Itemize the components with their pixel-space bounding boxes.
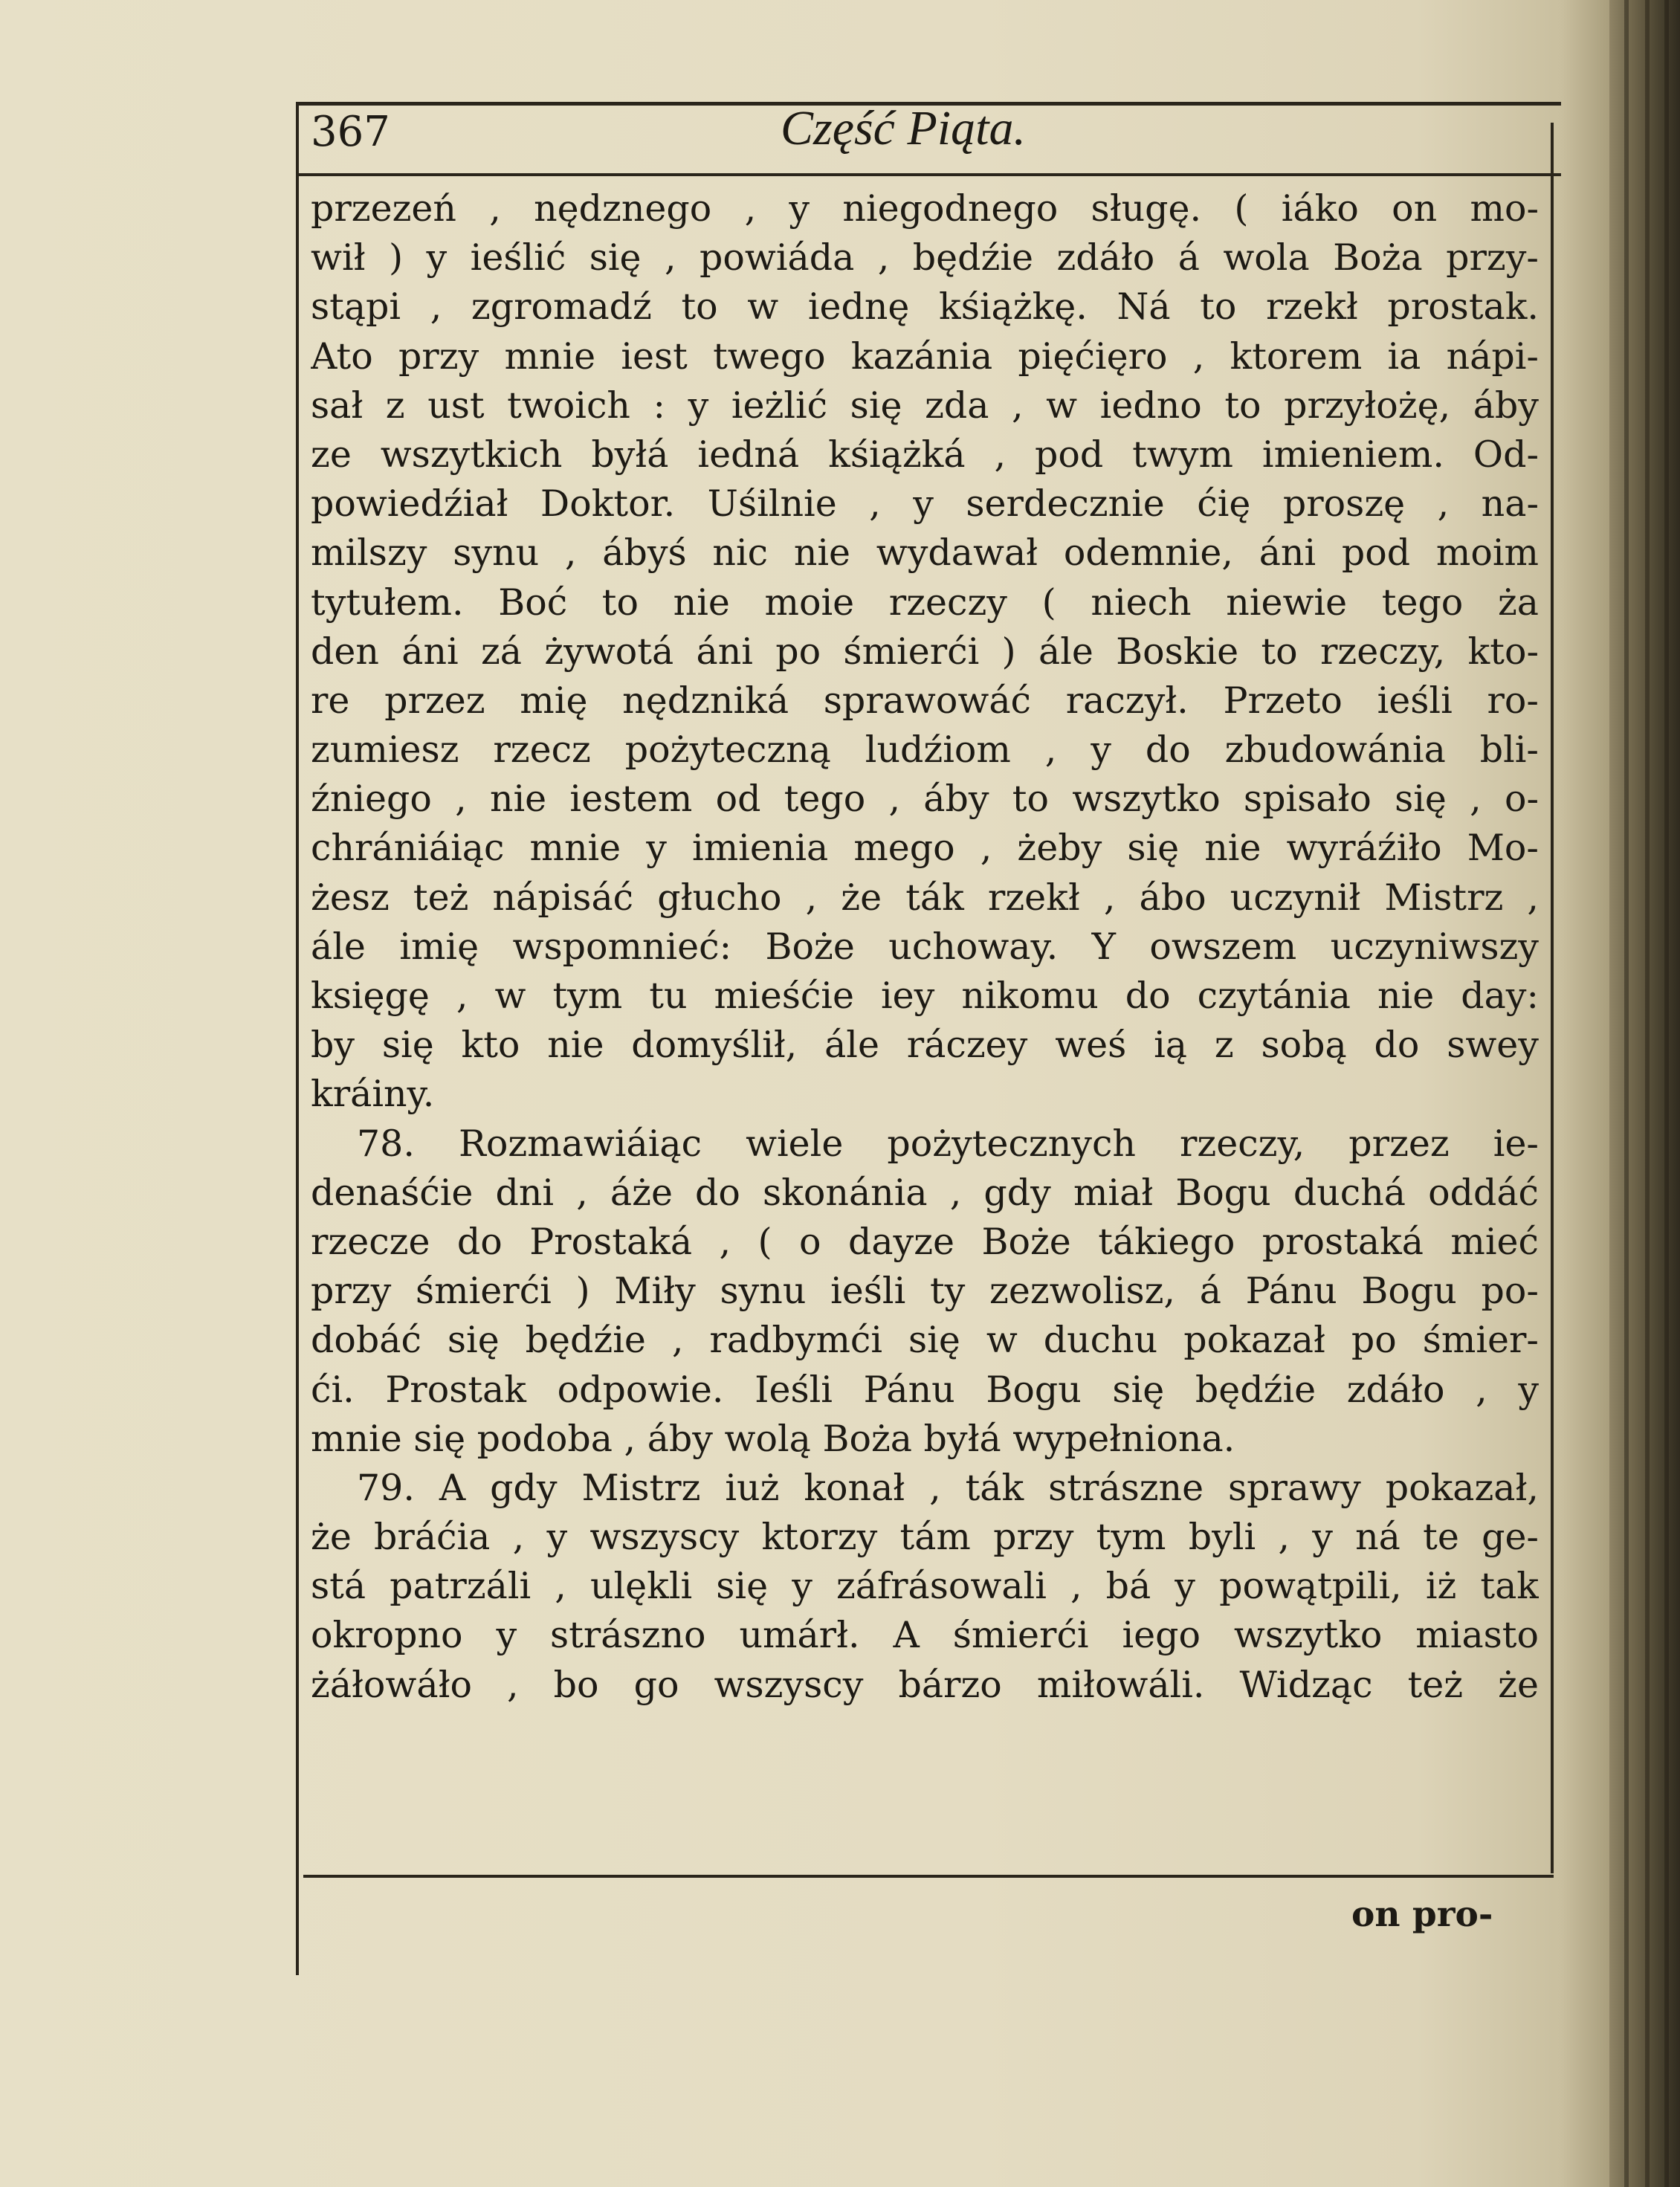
gutter-page-edge <box>1645 0 1650 2187</box>
text-line: rzecze do Prostaká , ( o dayze Boże tákiego prostaká mieć <box>311 1220 1539 1263</box>
header-underline-rule <box>296 173 1561 176</box>
text-line: stá patrzáli , ulękli się y záfrásowali , bá y powątpili, iż tak <box>311 1565 1539 1608</box>
gutter-page-edge <box>1624 0 1629 2187</box>
text-line: ále imię wspomnieć: Boże uchoway. Y owszem uczyniwszy <box>311 925 1539 968</box>
text-line: żesz też nápisáć głucho , że ták rzekł , ábo uczynił Mistrz , <box>311 876 1539 919</box>
text-line: chrániáiąc mnie y imienia mego , żeby się nie wyráźiło Mo- <box>311 827 1539 870</box>
text-line: Ato przy mnie iest twego kazánia pięćięro , ktorem ia nápi- <box>311 335 1539 378</box>
text-line: denaśćie dni , áże do skonánia , gdy miał Bogu duchá oddáć <box>311 1171 1539 1214</box>
text-line: przezeń , nędznego , y niegodnego sługę. ( iáko on mo- <box>311 187 1539 230</box>
text-line: źniego , nie iestem od tego , áby to wszytko spisało się , o- <box>311 778 1539 821</box>
text-line: kráiny. <box>311 1073 435 1116</box>
text-line: 78. Rozmawiáiąc wiele pożytecznych rzeczy, przez ie- <box>357 1122 1539 1165</box>
text-line: księgę , w tym tu mieśćie iey nikomu do czytánia nie day: <box>311 975 1539 1017</box>
catchword: on pro- <box>1351 1894 1493 1935</box>
text-line: ći. Prostak odpowie. Ieśli Pánu Bogu się będźie zdáło , y <box>311 1368 1539 1411</box>
text-line: ze wszytkich byłá iedná kśiążká , pod twym imieniem. Od- <box>311 433 1539 476</box>
gutter-page-edge <box>1664 0 1669 2187</box>
right-frame-rule <box>1551 123 1554 1873</box>
bottom-rule <box>303 1875 1554 1878</box>
text-line: wił ) y ieślić się , powiáda , będźie zdáło á wola Boża przy- <box>311 236 1539 280</box>
text-line: 79. A gdy Mistrz iuż konał , ták strászne sprawy pokazał, <box>357 1466 1539 1509</box>
running-title: Część Piąta. <box>781 101 1026 155</box>
text-line: przy śmierći ) Miły synu ieśli ty zezwolisz, á Pánu Bogu po- <box>311 1270 1539 1313</box>
page-number: 367 <box>311 108 390 156</box>
body-text <box>311 184 1539 1710</box>
text-line: żáłowáło , bo go wszyscy bárzo miłowáli. Widząc też że <box>311 1663 1539 1706</box>
left-frame-rule <box>296 102 299 1975</box>
text-line: sał z ust twoich : y ieżlić się zda , w iedno to przyłożę, áby <box>311 384 1539 427</box>
text-line: stąpi , zgromadź to w iednę kśiążkę. Ná to rzekł prostak. <box>311 285 1539 329</box>
text-line: dobáć się będźie , radbymći się w duchu pokazał po śmier- <box>311 1319 1539 1362</box>
text-line: mnie się podoba , áby wolą Boża byłá wypełniona. <box>311 1417 1235 1460</box>
text-line: że bráćia , y wszyscy ktorzy tám przy tym byli , y ná te ge- <box>311 1516 1539 1559</box>
text-line: zumiesz rzecz pożyteczną ludźiom , y do zbudowánia bli- <box>311 729 1539 772</box>
text-line: by się kto nie domyślił, ále ráczey weś ią z sobą do swey <box>311 1024 1539 1067</box>
book-gutter <box>1609 0 1680 2187</box>
text-line: den áni zá żywotá áni po śmierći ) ále Boskie to rzeczy, kto- <box>311 630 1539 673</box>
text-line: tytułem. Boć to nie moie rzeczy ( niech niewie tego ża <box>311 581 1539 624</box>
text-line: powiedźiał Doktor. Uśilnie , y serdecznie ćię proszę , na- <box>311 482 1539 526</box>
text-line: re przez mię nędzniká sprawowáć raczył. Przeto ieśli ro- <box>311 679 1539 722</box>
text-line: okropno y strászno umárł. A śmierći iego wszytko miasto <box>311 1614 1539 1657</box>
text-line: milszy synu , ábyś nic nie wydawał odemnie, áni pod moim <box>311 532 1539 575</box>
